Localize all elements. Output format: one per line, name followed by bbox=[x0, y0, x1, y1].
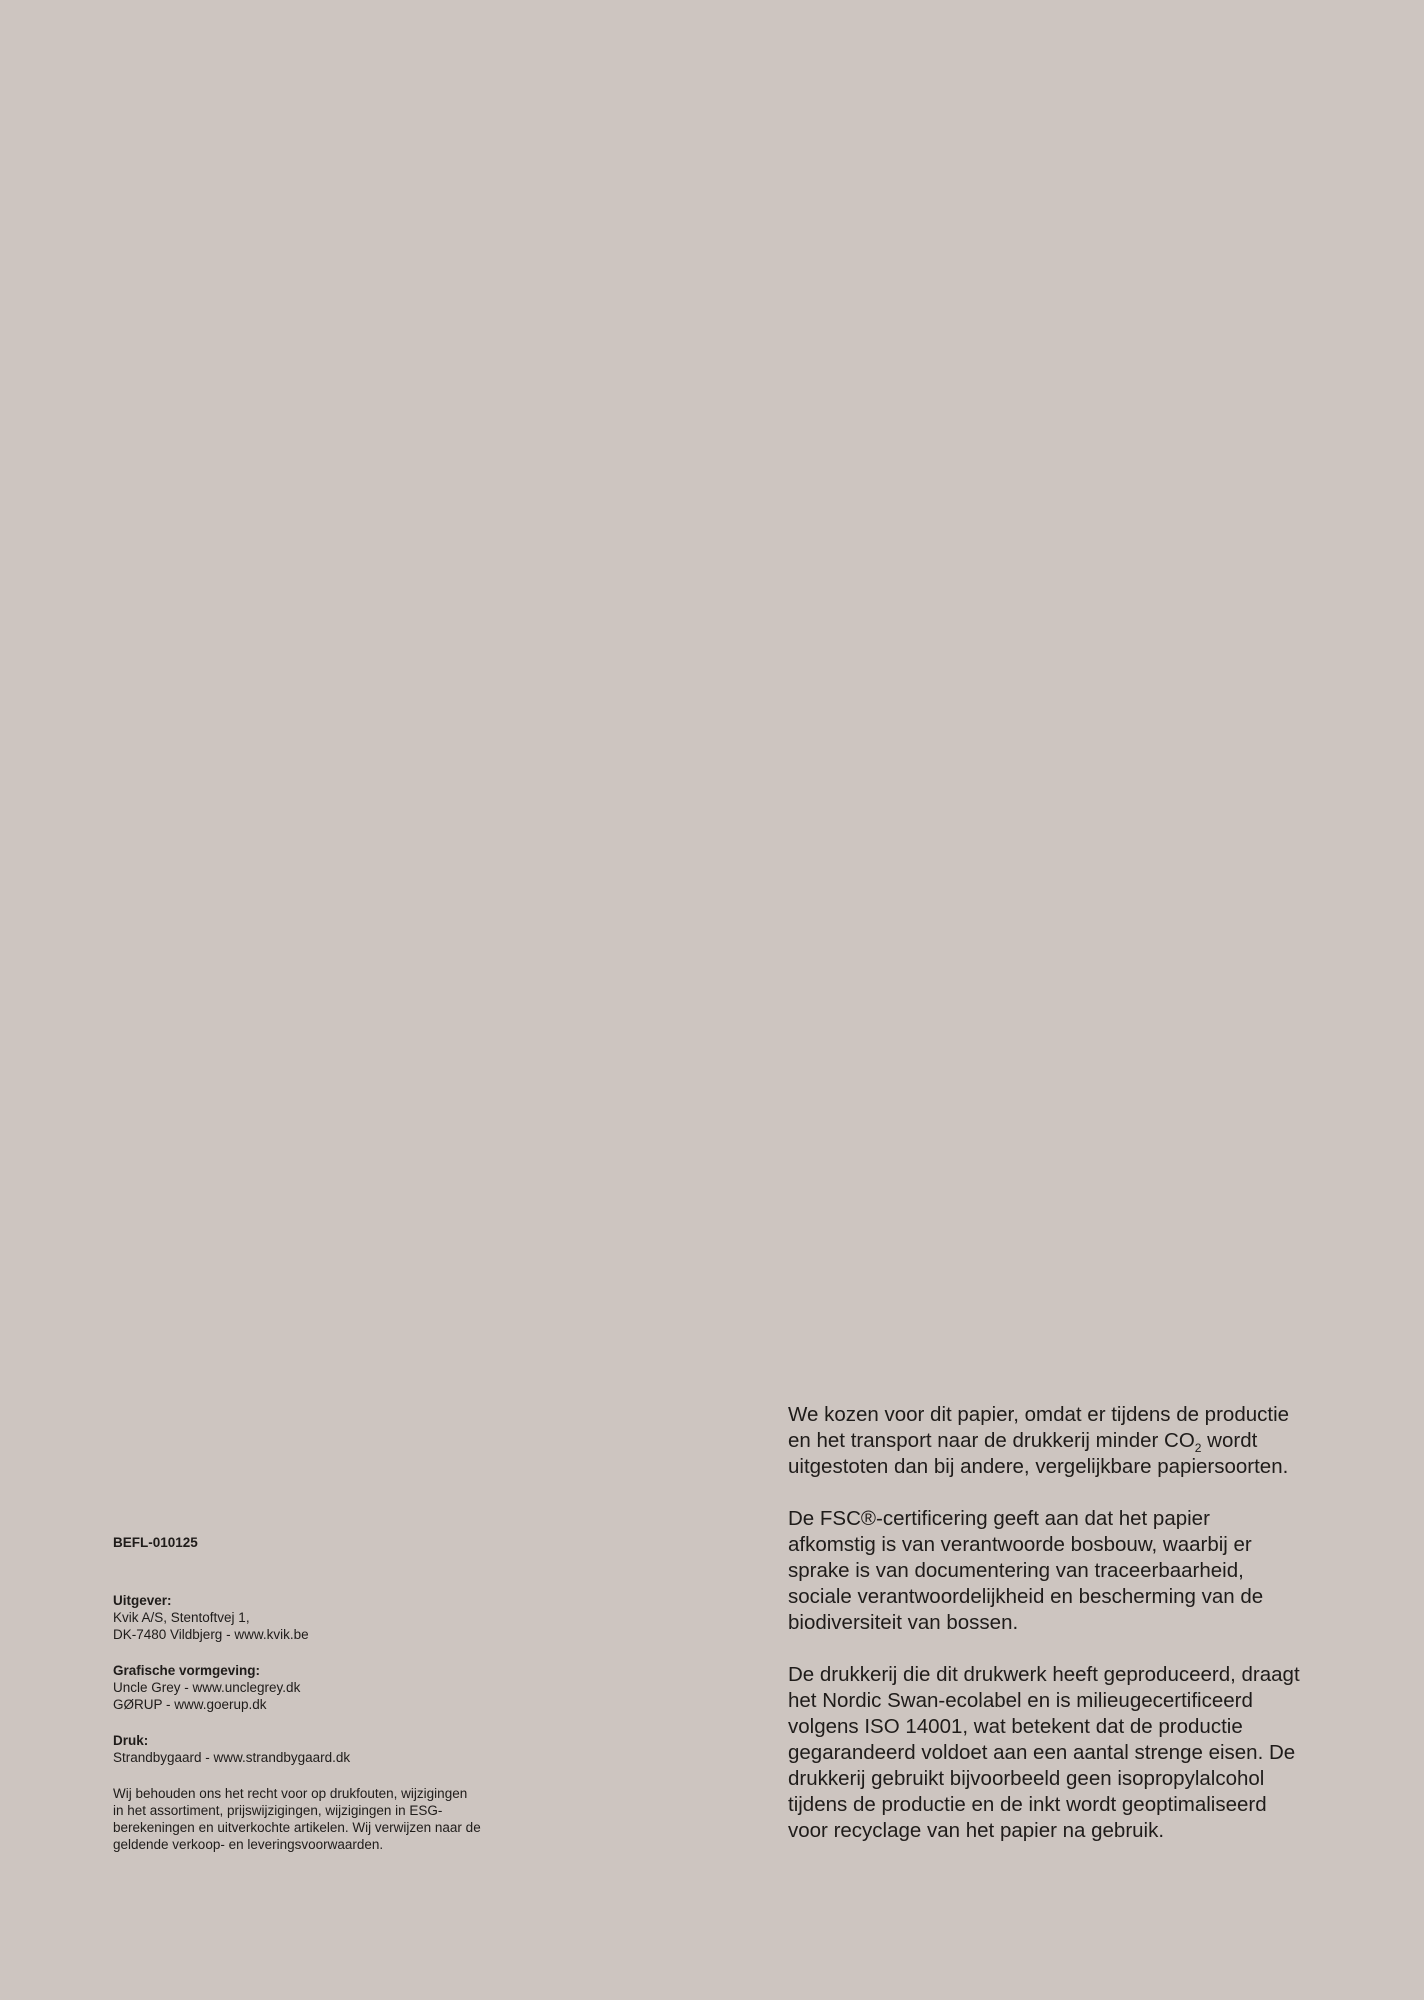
fsc-line: sociale verantwoordelijkheid en bescherming van de bbox=[788, 1585, 1264, 1608]
co2-subscript: 2 bbox=[1194, 1441, 1202, 1455]
fsc-line: sprake is van documentering van traceerbaarheid, bbox=[788, 1559, 1244, 1582]
publisher-line: Kvik A/S, Stentoftvej 1, bbox=[113, 1610, 250, 1625]
print-line: Strandbygaard - www.strandbygaard.dk bbox=[113, 1750, 351, 1765]
disclaimer-line: geldende verkoop- en leveringsvoorwaarden. bbox=[113, 1837, 384, 1852]
colophon bbox=[113, 1534, 533, 1853]
publisher-block bbox=[113, 1592, 533, 1643]
publisher-heading: Uitgever: bbox=[113, 1593, 172, 1608]
printer-line: drukkerij gebruikt bijvoorbeeld geen isopropylalcohol bbox=[788, 1767, 1265, 1790]
disclaimer-line: Wij behouden ons het recht voor op drukfouten, wijzigingen bbox=[113, 1786, 468, 1801]
document-code: BEFL-010125 bbox=[113, 1535, 198, 1550]
printer-line: voor recyclage van het papier na gebruik. bbox=[788, 1819, 1165, 1842]
disclaimer-line: in het assortiment, prijswijzigingen, wijzigingen in ESG- bbox=[113, 1803, 443, 1818]
fsc-line: afkomstig is van verantwoorde bosbouw, waarbij er bbox=[788, 1533, 1252, 1556]
publisher-line: DK-7480 Vildbjerg - www.kvik.be bbox=[113, 1627, 309, 1642]
design-line: Uncle Grey - www.unclegrey.dk bbox=[113, 1680, 301, 1695]
disclaimer bbox=[113, 1785, 533, 1853]
paper-line: We kozen voor dit papier, omdat er tijdens de productie bbox=[788, 1403, 1290, 1426]
fsc-paragraph bbox=[788, 1506, 1348, 1636]
printer-line: De drukkerij die dit drukwerk heeft geproduceerd, draagt bbox=[788, 1663, 1300, 1686]
paper-line bbox=[788, 1428, 1348, 1454]
design-heading: Grafische vormgeving: bbox=[113, 1663, 261, 1678]
printer-line: tijdens de productie en de inkt wordt geoptimaliseerd bbox=[788, 1793, 1267, 1816]
print-block bbox=[113, 1732, 533, 1766]
printer-line: het Nordic Swan-ecolabel en is milieugecertificeerd bbox=[788, 1689, 1253, 1712]
sustainability-text bbox=[788, 1402, 1348, 1870]
printer-line: volgens ISO 14001, wat betekent dat de productie bbox=[788, 1715, 1243, 1738]
design-block bbox=[113, 1662, 533, 1713]
fsc-line: biodiversiteit van bossen. bbox=[788, 1611, 1019, 1634]
paper-line: uitgestoten dan bij andere, vergelijkbare papiersoorten. bbox=[788, 1455, 1289, 1478]
print-heading: Druk: bbox=[113, 1733, 149, 1748]
fsc-line: De FSC®-certificering geeft aan dat het papier bbox=[788, 1507, 1210, 1530]
printer-line: gegarandeerd voldoet aan een aantal strenge eisen. De bbox=[788, 1741, 1296, 1764]
paper-paragraph bbox=[788, 1402, 1348, 1480]
paper-line-text: wordt bbox=[1201, 1429, 1258, 1452]
disclaimer-line: berekeningen en uitverkochte artikelen. Wij verwijzen naar de bbox=[113, 1820, 481, 1835]
printer-paragraph bbox=[788, 1662, 1348, 1844]
paper-line-text: en het transport naar de drukkerij minder CO bbox=[788, 1429, 1195, 1452]
design-line: GØRUP - www.goerup.dk bbox=[113, 1697, 267, 1712]
